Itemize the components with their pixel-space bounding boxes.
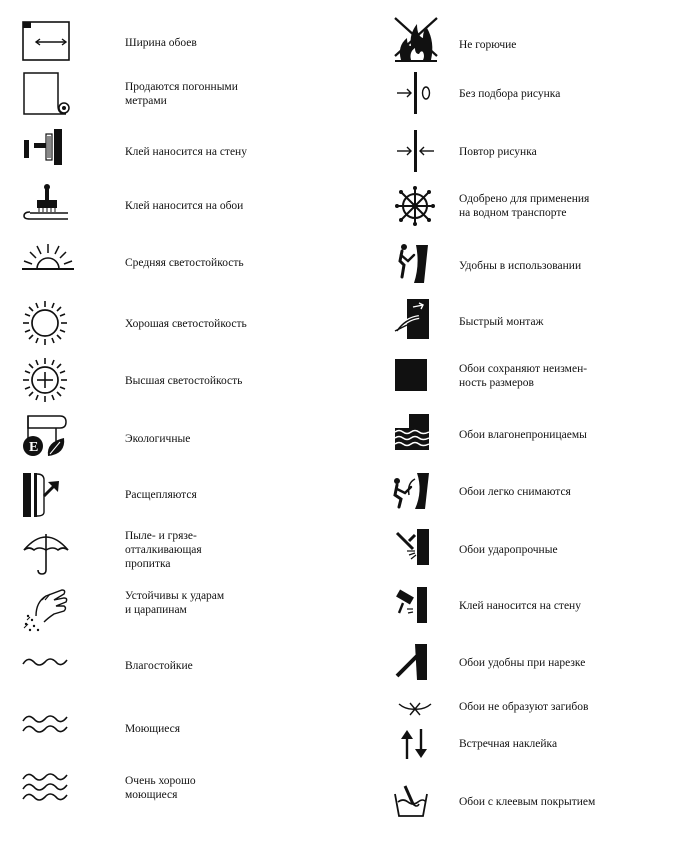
no-creasing-icon xyxy=(398,700,432,718)
paste-the-wall-icon xyxy=(22,128,66,166)
legend-label: Не горючие xyxy=(459,39,517,51)
wallpaper-width-icon xyxy=(22,20,70,62)
legend-label: Расщепляются xyxy=(125,489,197,501)
legend-label: Влагостойкие xyxy=(125,660,193,672)
waterproof-icon xyxy=(395,414,429,450)
legend-label: Пыле- и грязе- отталкивающая пропитка xyxy=(125,530,202,570)
umbrella-icon xyxy=(22,530,70,576)
legend-label: Повтор рисунка xyxy=(459,146,537,158)
moisture-resistant-icon xyxy=(22,654,68,670)
legend-label: Обои легко снимаются xyxy=(459,486,571,498)
legend-label: Клей наносится на стену xyxy=(459,600,581,612)
eco-icon xyxy=(20,412,70,460)
legend-label: Обои удобны при нарезке xyxy=(459,657,586,669)
legend-label: Обои влагонепроницаемы xyxy=(459,429,587,441)
legend-label: Одобрено для применения на водном транспорте xyxy=(459,193,590,219)
dimensionally-stable-icon xyxy=(395,359,427,391)
excellent-lightfastness-icon xyxy=(22,357,68,403)
scratch-resistant-icon xyxy=(22,586,70,634)
legend-label: Встречная наклейка xyxy=(459,738,558,750)
easy-cut-icon xyxy=(395,644,429,680)
prepasted-icon xyxy=(393,784,429,818)
good-lightfastness-icon xyxy=(22,300,68,346)
paste-wall-roller-icon xyxy=(395,587,429,623)
easy-to-use-icon xyxy=(394,243,430,285)
peelable-icon xyxy=(22,472,62,518)
legend-label: Быстрый монтаж xyxy=(459,316,544,328)
legend-label: Обои с клеевым покрытием xyxy=(459,796,596,808)
legend-label: Моющиеся xyxy=(125,723,181,735)
quick-install-icon xyxy=(395,299,431,339)
legend-label: Обои сохраняют неизмен- ность размеров xyxy=(459,363,588,389)
legend-label: Продаются погонными метрами xyxy=(125,81,238,107)
legend-label: Без подбора рисунка xyxy=(459,88,561,100)
legend-label: Высшая светостойкость xyxy=(125,375,243,387)
legend-label: Очень хорошо моющиеся xyxy=(125,775,196,801)
moderate-lightfastness-icon xyxy=(22,242,74,272)
free-match-icon xyxy=(395,72,435,114)
legend-label: Ширина обоев xyxy=(125,37,197,49)
legend-label: Экологичные xyxy=(125,433,191,445)
legend-label: Обои ударопрочные xyxy=(459,544,558,556)
reverse-hanging-icon xyxy=(400,729,428,759)
washable-icon xyxy=(22,713,68,737)
legend-label: Обои не образуют загибов xyxy=(459,701,589,713)
legend-label: Хорошая светостойкость xyxy=(125,318,247,330)
sold-by-meter-icon xyxy=(22,72,70,116)
paste-the-paper-icon xyxy=(22,184,70,220)
impact-resistant-icon xyxy=(395,529,429,565)
pattern-repeat-icon xyxy=(395,130,435,172)
non-flammable-icon xyxy=(393,16,439,62)
legend-label: Средняя светостойкость xyxy=(125,257,244,269)
legend-label: Клей наносится на стену xyxy=(125,146,247,158)
strippable-icon xyxy=(393,471,431,511)
extra-washable-icon xyxy=(22,772,68,804)
svg-text:E: E xyxy=(29,440,39,455)
legend-label: Устойчивы к ударам и царапинам xyxy=(125,590,225,616)
ship-wheel-icon xyxy=(395,186,435,226)
legend-label: Клей наносится на обои xyxy=(125,200,244,212)
legend-label: Удобны в использовании xyxy=(459,260,582,272)
